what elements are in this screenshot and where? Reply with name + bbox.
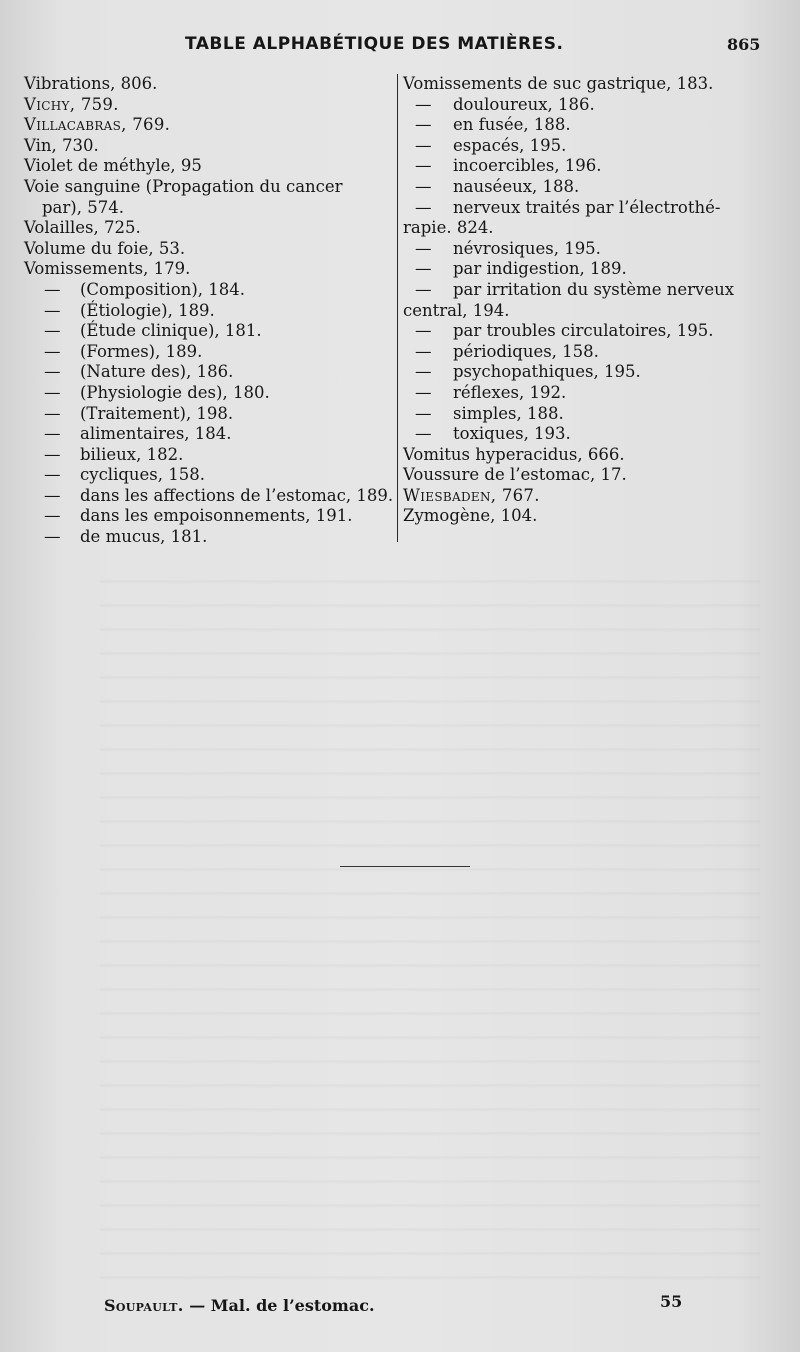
entry-dash: — (44, 465, 61, 485)
page-number: 865 (727, 35, 761, 54)
entry-text: Volailles, 725. (24, 218, 141, 238)
footer-separator: — (189, 1296, 206, 1315)
entry-text: Vomissements de suc gastrique, 183. (403, 74, 714, 93)
index-entry (403, 465, 763, 486)
index-entry (24, 95, 386, 116)
index-entry (403, 383, 763, 404)
bleed-through-text (100, 560, 760, 1280)
entry-dash: — (44, 506, 61, 526)
entry-text: dans les empoisonnements, 191. (80, 506, 353, 526)
index-entry (24, 342, 386, 363)
entry-text: Vichy, 759. (24, 94, 119, 114)
entry-dash: — (415, 238, 432, 258)
index-entry (24, 445, 386, 466)
page-title: TABLE ALPHABÉTIQUE DES MATIÈRES. (185, 34, 564, 54)
index-entry (403, 404, 763, 425)
column-divider (397, 74, 398, 542)
entry-dash: — (44, 300, 61, 320)
entry-dash: — (415, 424, 432, 444)
entry-text: Violet de méthyle, 95 (24, 156, 202, 176)
index-entry (403, 115, 763, 136)
entry-dash: — (44, 321, 61, 341)
entry-text: Vomissements, 179. (24, 259, 191, 279)
entry-dash: — (44, 424, 61, 444)
entry-text: Vomitus hyperacidus, 666. (403, 444, 625, 464)
entry-text: réflexes, 192. (453, 382, 567, 402)
index-column-left (24, 74, 394, 548)
index-entry (24, 156, 386, 177)
entry-dash: — (415, 382, 432, 402)
index-entry (403, 156, 763, 177)
index-entry (403, 362, 763, 383)
index-entry (24, 136, 386, 157)
index-entry (403, 445, 763, 466)
entry-dash: — (415, 279, 432, 299)
index-entry (403, 342, 763, 363)
entry-dash: — (415, 259, 432, 279)
entry-text: Volume du foie, 53. (24, 238, 186, 258)
footer-short-title: Mal. de l’estomac. (210, 1296, 375, 1315)
entry-text: (Composition), 184. (80, 279, 246, 299)
index-entry (24, 259, 386, 280)
index-entry (403, 74, 763, 95)
footer-author: Soupault. (104, 1296, 184, 1315)
index-entry (24, 239, 386, 260)
entry-text: Vin, 730. (24, 135, 99, 155)
entry-text: en fusée, 188. (453, 115, 571, 135)
entry-text: Zymogène, 104. (403, 506, 538, 526)
index-entry (24, 383, 386, 404)
entry-text: toxiques, 193. (453, 424, 571, 444)
entry-dash: — (415, 197, 432, 217)
index-entry (24, 218, 386, 239)
index-entry (24, 280, 386, 301)
footer-signature-line (104, 1296, 375, 1315)
entry-dash: — (415, 341, 432, 361)
index-entry (403, 321, 763, 342)
entry-continuation: rapie. 824. (403, 218, 494, 238)
entry-dash: — (44, 485, 61, 505)
entry-text: par irritation du système nerveux (453, 279, 735, 299)
entry-dash: — (44, 527, 61, 547)
index-entry (24, 527, 386, 548)
entry-text: dans les affections de l’estomac, 189. (80, 485, 394, 505)
entry-dash: — (44, 382, 61, 402)
entry-text: cycliques, 158. (80, 465, 206, 485)
entry-dash: — (44, 279, 61, 299)
entry-text: (Formes), 189. (80, 341, 203, 361)
entry-dash: — (415, 176, 432, 196)
entry-text: nerveux traités par l’électrothé- (453, 197, 721, 217)
entry-text: Voie sanguine (Propagation du cancer par), 574. (24, 176, 343, 217)
entry-dash: — (415, 321, 432, 341)
entry-text: espacés, 195. (453, 135, 567, 155)
entry-text: (Nature des), 186. (80, 362, 234, 382)
entry-text: (Physiologie des), 180. (80, 382, 270, 402)
entry-text: par indigestion, 189. (453, 259, 627, 279)
entry-dash: — (415, 362, 432, 382)
index-entry (403, 198, 763, 239)
index-entry (403, 486, 763, 507)
index-column-right (403, 74, 763, 527)
footer-gathering-number: 55 (660, 1292, 683, 1311)
entry-text: bilieux, 182. (80, 444, 184, 464)
index-entry (24, 465, 386, 486)
entry-dash: — (415, 94, 432, 114)
index-entry (24, 301, 386, 322)
index-entry (24, 424, 386, 445)
entry-dash: — (44, 444, 61, 464)
entry-text: (Traitement), 198. (80, 403, 234, 423)
entry-text: Wiesbaden, 767. (403, 485, 540, 505)
entry-text: névrosiques, 195. (453, 238, 601, 258)
index-entry (24, 506, 386, 527)
entry-text: Vibrations, 806. (24, 74, 158, 93)
entry-dash: — (415, 115, 432, 135)
entry-continuation: central, 194. (403, 300, 510, 320)
entry-text: (Étude clinique), 181. (80, 321, 262, 341)
index-entry (24, 321, 386, 342)
entry-text: douloureux, 186. (453, 94, 595, 114)
entry-dash: — (415, 156, 432, 176)
index-entry (403, 177, 763, 198)
index-entry (403, 424, 763, 445)
entry-text: de mucus, 181. (80, 527, 208, 547)
entry-text: Voussure de l’estomac, 17. (403, 465, 627, 485)
index-entry (24, 177, 386, 218)
index-entry (403, 95, 763, 116)
index-entry (24, 74, 386, 95)
entry-dash: — (415, 403, 432, 423)
index-entry (24, 404, 386, 425)
index-entry (24, 485, 394, 507)
index-entry (403, 506, 763, 527)
entry-text: (Étiologie), 189. (80, 300, 215, 320)
entry-dash: — (44, 362, 61, 382)
entry-text: incoercibles, 196. (453, 156, 602, 176)
entry-dash: — (44, 341, 61, 361)
index-entry (24, 115, 386, 136)
index-entry (403, 136, 763, 157)
entry-text: nauséeux, 188. (453, 176, 580, 196)
index-entry (403, 239, 763, 260)
entry-text: simples, 188. (453, 403, 564, 423)
index-entry (403, 259, 763, 280)
end-rule (340, 866, 470, 867)
entry-text: psychopathiques, 195. (453, 362, 641, 382)
entry-text: Villacabras, 769. (24, 115, 171, 135)
entry-text: périodiques, 158. (453, 341, 599, 361)
entry-text: alimentaires, 184. (80, 424, 232, 444)
entry-text: par troubles circulatoires, 195. (453, 321, 714, 341)
entry-dash: — (44, 403, 61, 423)
index-entry (24, 362, 386, 383)
index-entry (403, 280, 763, 321)
entry-dash: — (415, 135, 432, 155)
